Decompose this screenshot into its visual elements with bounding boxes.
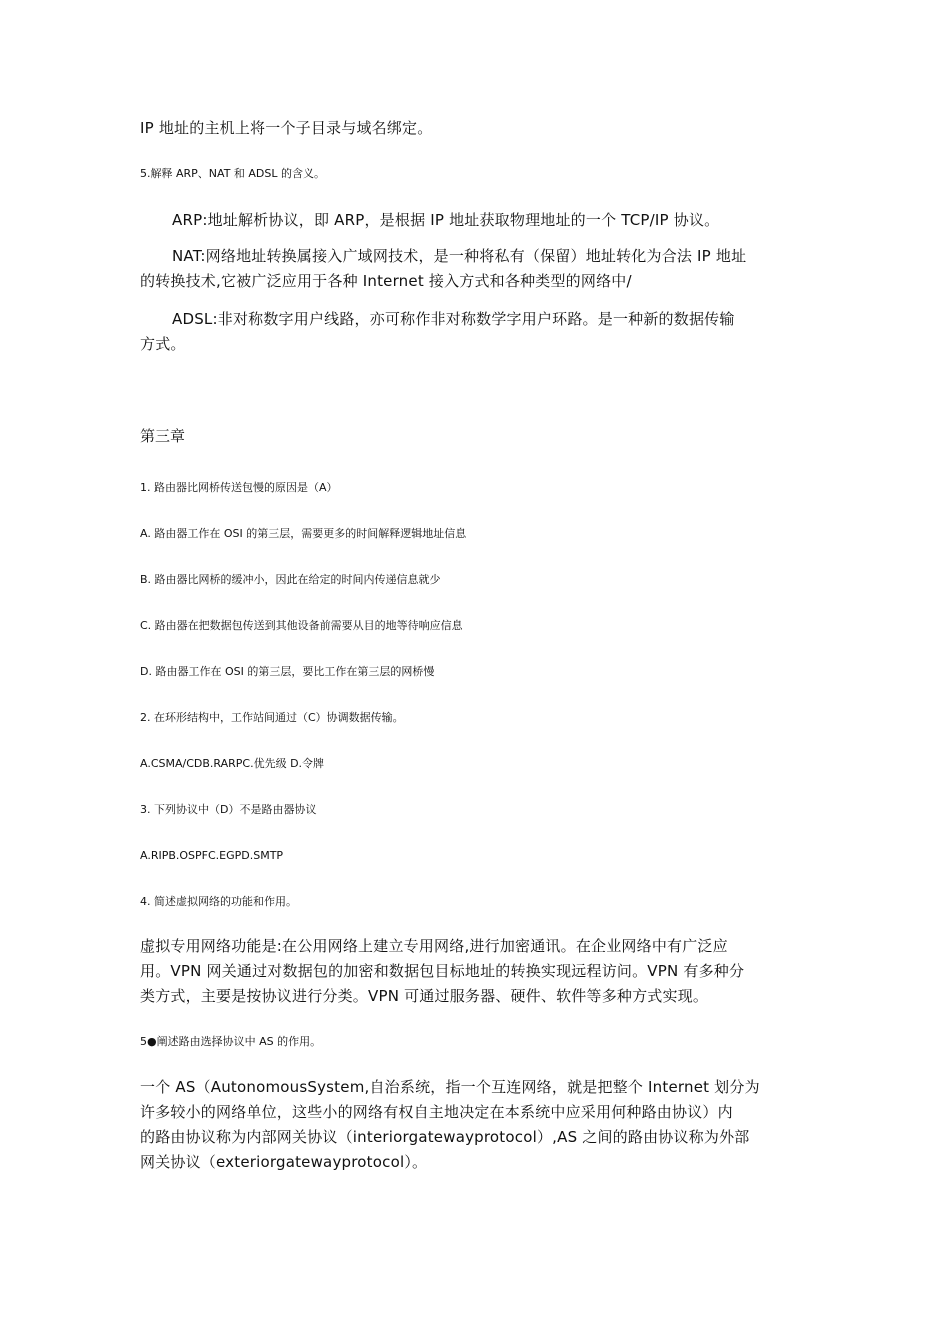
question-4-answer-line-2: 用。VPN 网关通过对数据包的加密和数据包目标地址的转换实现远程访问。VPN 有多种分 (140, 962, 745, 980)
question-5-answer-line-1: 一个 AS（AutonomousSystem,自治系统，指一个互连网络，就是把整个 Internet 划分为 (140, 1078, 760, 1096)
continuation-text: IP 地址的主机上将一个子目录与域名绑定。 (140, 119, 433, 137)
question-5-answer-line-3: 的路由协议称为内部网关协议（interiorgatewayprotocol）,AS 之间的路由协议称为外部 (140, 1128, 750, 1146)
question-1-option-b: B. 路由器比网桥的缓冲小，因此在给定的时间内传递信息就少 (140, 573, 441, 586)
question-1-option-a: A. 路由器工作在 OSI 的第三层，需要更多的时间解释逻辑地址信息 (140, 527, 467, 540)
question-5-answer-line-4: 网关协议（exteriorgatewayprotocol）。 (140, 1153, 428, 1171)
chapter3-question-4: 4. 简述虚拟网络的功能和作用。 (140, 895, 297, 908)
question-1-option-c: C. 路由器在把数据包传送到其他设备前需要从目的地等待响应信息 (140, 619, 463, 632)
arp-definition: ARP:地址解析协议，即 ARP，是根据 IP 地址获取物理地址的一个 TCP/IP 协议。 (172, 211, 720, 229)
chapter3-question-1: 1. 路由器比网桥传送包慢的原因是（A） (140, 481, 338, 494)
adsl-definition-line-1: ADSL:非对称数字用户线路，亦可称作非对称数学字用户环路。是一种新的数据传输 (172, 310, 735, 328)
chapter3-question-3: 3. 下列协议中（D）不是路由器协议 (140, 803, 317, 816)
chapter-title: 第三章 (140, 427, 186, 445)
question-2-options: A.CSMA/CDB.RARPC.优先级 D.令牌 (140, 757, 325, 770)
nat-definition-line-1: NAT:网络地址转换属接入广域网技术，是一种将私有（保留）地址转化为合法 IP 地址 (172, 247, 747, 265)
nat-definition-line-2: 的转换技术,它被广泛应用于各种 Internet 接入方式和各种类型的网络中/ (140, 272, 632, 290)
question-5-answer-line-2: 许多较小的网络单位，这些小的网络有权自主地决定在本系统中应采用何种路由协议）内 (140, 1103, 733, 1121)
question-1-option-d: D. 路由器工作在 OSI 的第三层，要比工作在第三层的网桥慢 (140, 665, 435, 678)
chapter3-question-2: 2. 在环形结构中，工作站间通过（C）协调数据传输。 (140, 711, 404, 724)
question-5-title: 5.解释 ARP、NAT 和 ADSL 的含义。 (140, 167, 326, 180)
chapter3-question-5: 5●阐述路由选择协议中 AS 的作用。 (140, 1035, 322, 1048)
question-4-answer-line-3: 类方式，主要是按协议进行分类。VPN 可通过服务器、硬件、软件等多种方式实现。 (140, 987, 709, 1005)
question-4-answer-line-1: 虚拟专用网络功能是:在公用网络上建立专用网络,进行加密通讯。在企业网络中有广泛应 (140, 937, 728, 955)
adsl-definition-line-2: 方式。 (140, 335, 186, 353)
question-3-options: A.RIPB.OSPFC.EGPD.SMTP (140, 849, 284, 862)
